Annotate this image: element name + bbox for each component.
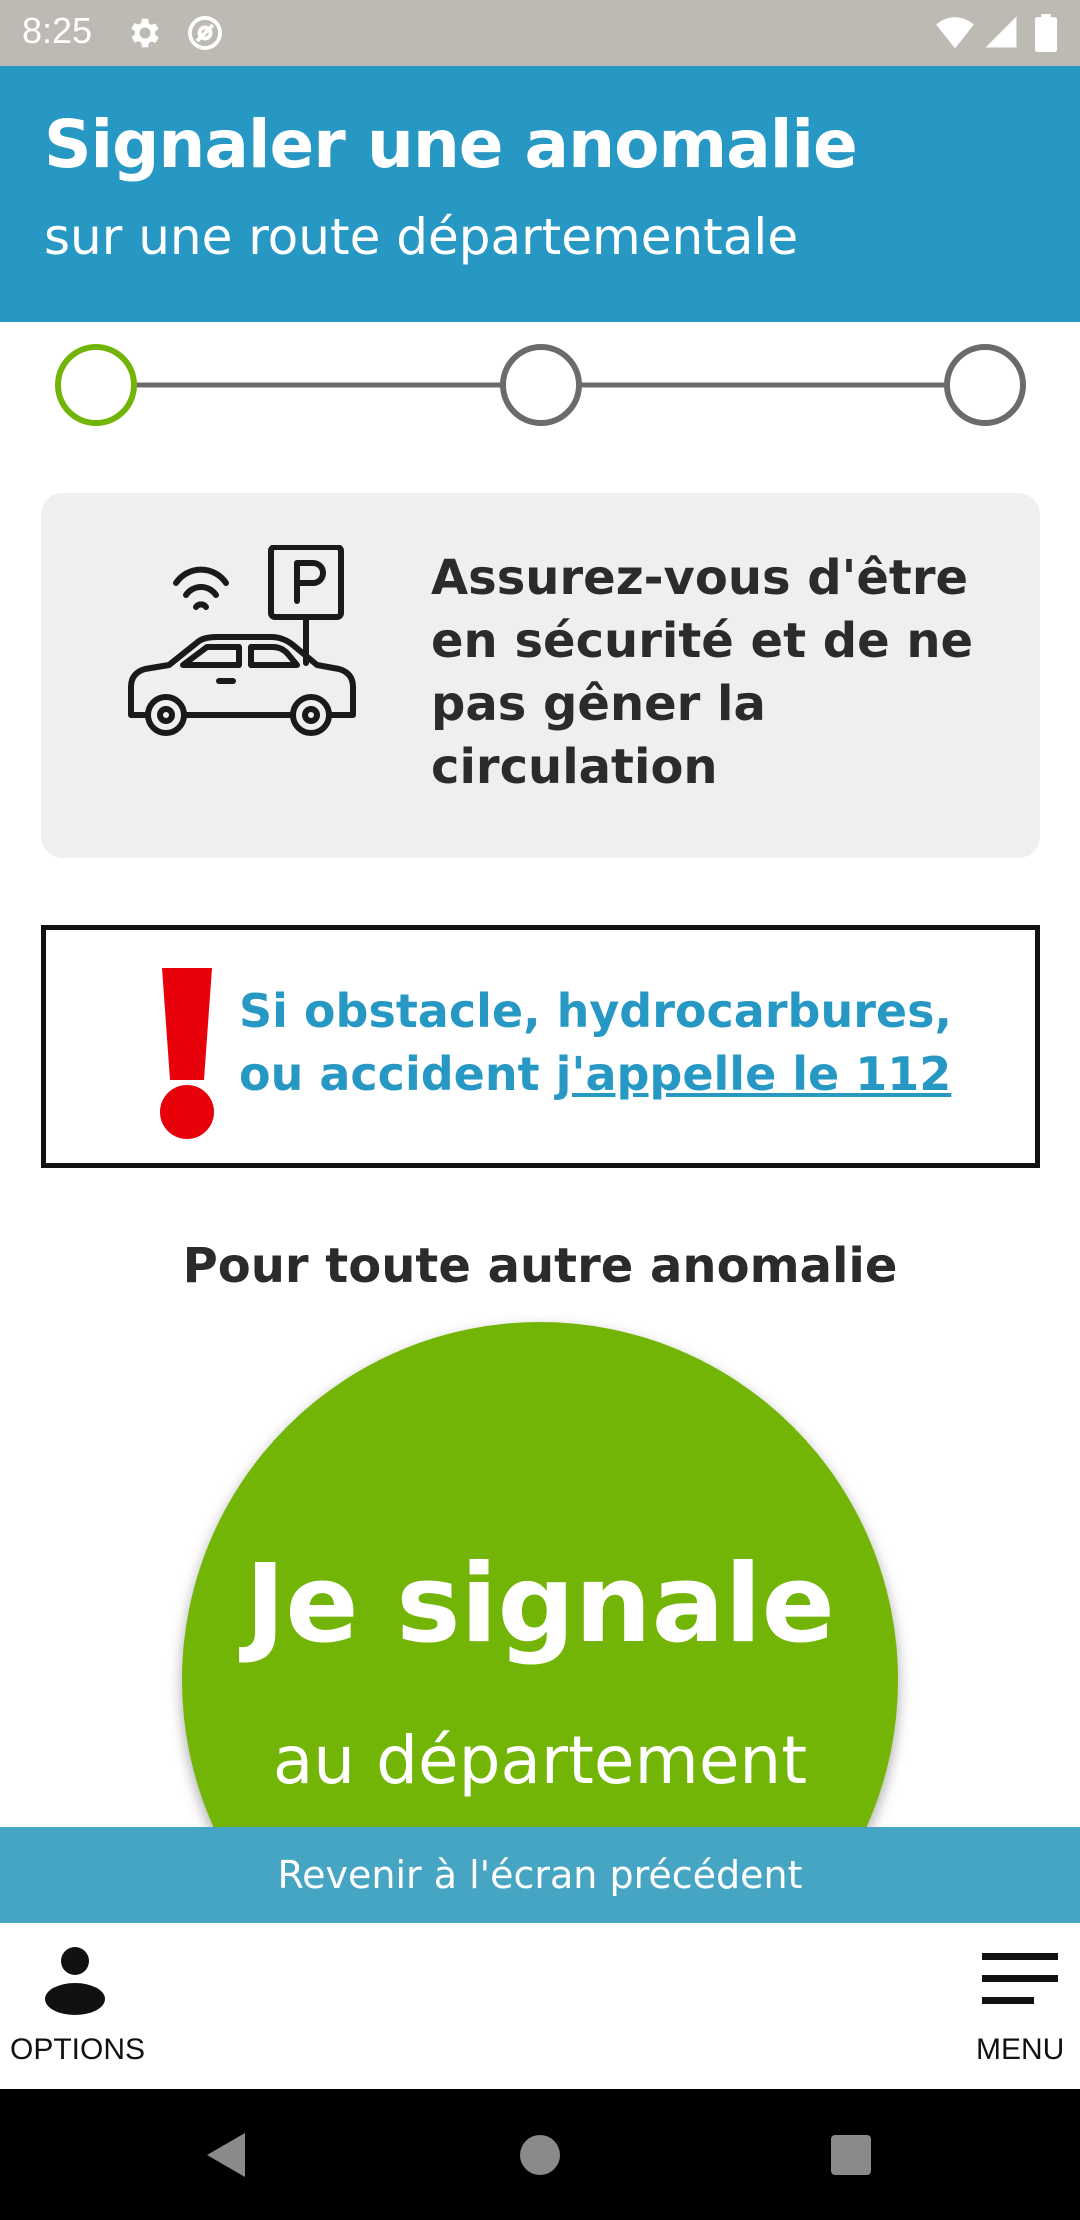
car-parking-icon: [121, 545, 391, 745]
recents-square-icon[interactable]: [830, 2134, 872, 2176]
home-circle-icon[interactable]: [518, 2133, 562, 2177]
status-bar: [0, 0, 1080, 66]
menu-nav-label: MENU: [976, 2033, 1065, 2066]
at-sync-icon: [186, 14, 224, 52]
back-button[interactable]: Revenir à l'écran précédent: [0, 1827, 1080, 1923]
hamburger-menu-icon: [982, 1953, 1058, 2005]
bottom-navigation: [0, 1923, 1080, 2089]
options-nav-button[interactable]: [0, 1923, 160, 2089]
report-button-container: [0, 1310, 1080, 1827]
options-nav-label: OPTIONS: [10, 2033, 146, 2066]
step-3-circle: [947, 347, 1023, 423]
battery-icon: [1034, 14, 1058, 52]
other-anomaly-label: Pour toute autre anomalie: [182, 1238, 898, 1294]
emergency-message: [239, 980, 1009, 1106]
progress-stepper: [0, 322, 1080, 452]
emergency-line-2: ou accident: [239, 1047, 556, 1101]
menu-nav-button[interactable]: [960, 1923, 1080, 2089]
cellular-signal-icon: [984, 14, 1018, 50]
safety-message: Assurez-vous d'être en sécurité et de ne pas gêner la circulation: [431, 550, 974, 795]
step-2-circle: [503, 347, 579, 423]
system-navigation-bar: [0, 2089, 1080, 2220]
wifi-icon: [935, 14, 975, 50]
call-112-link[interactable]: j'appelle le 112: [555, 1047, 952, 1101]
report-button-title: Je signale: [245, 1542, 835, 1667]
user-icon: [42, 1945, 108, 2015]
exclamation-icon: [156, 960, 218, 1140]
page-title: Signaler une anomalie: [44, 106, 857, 183]
status-time: 8:25: [22, 10, 93, 51]
report-button-subtitle: au département: [272, 1722, 808, 1799]
settings-gear-icon: [126, 14, 164, 52]
back-triangle-icon[interactable]: [205, 2131, 249, 2179]
safety-card: [41, 493, 1040, 858]
app-header: [0, 66, 1080, 322]
emergency-alert-box: [41, 925, 1040, 1168]
emergency-line-1: Si obstacle, hydrocarbures,: [239, 984, 952, 1038]
page-subtitle: sur une route départementale: [44, 208, 799, 266]
step-1-circle: [58, 347, 134, 423]
report-anomaly-button[interactable]: [182, 1322, 898, 1827]
